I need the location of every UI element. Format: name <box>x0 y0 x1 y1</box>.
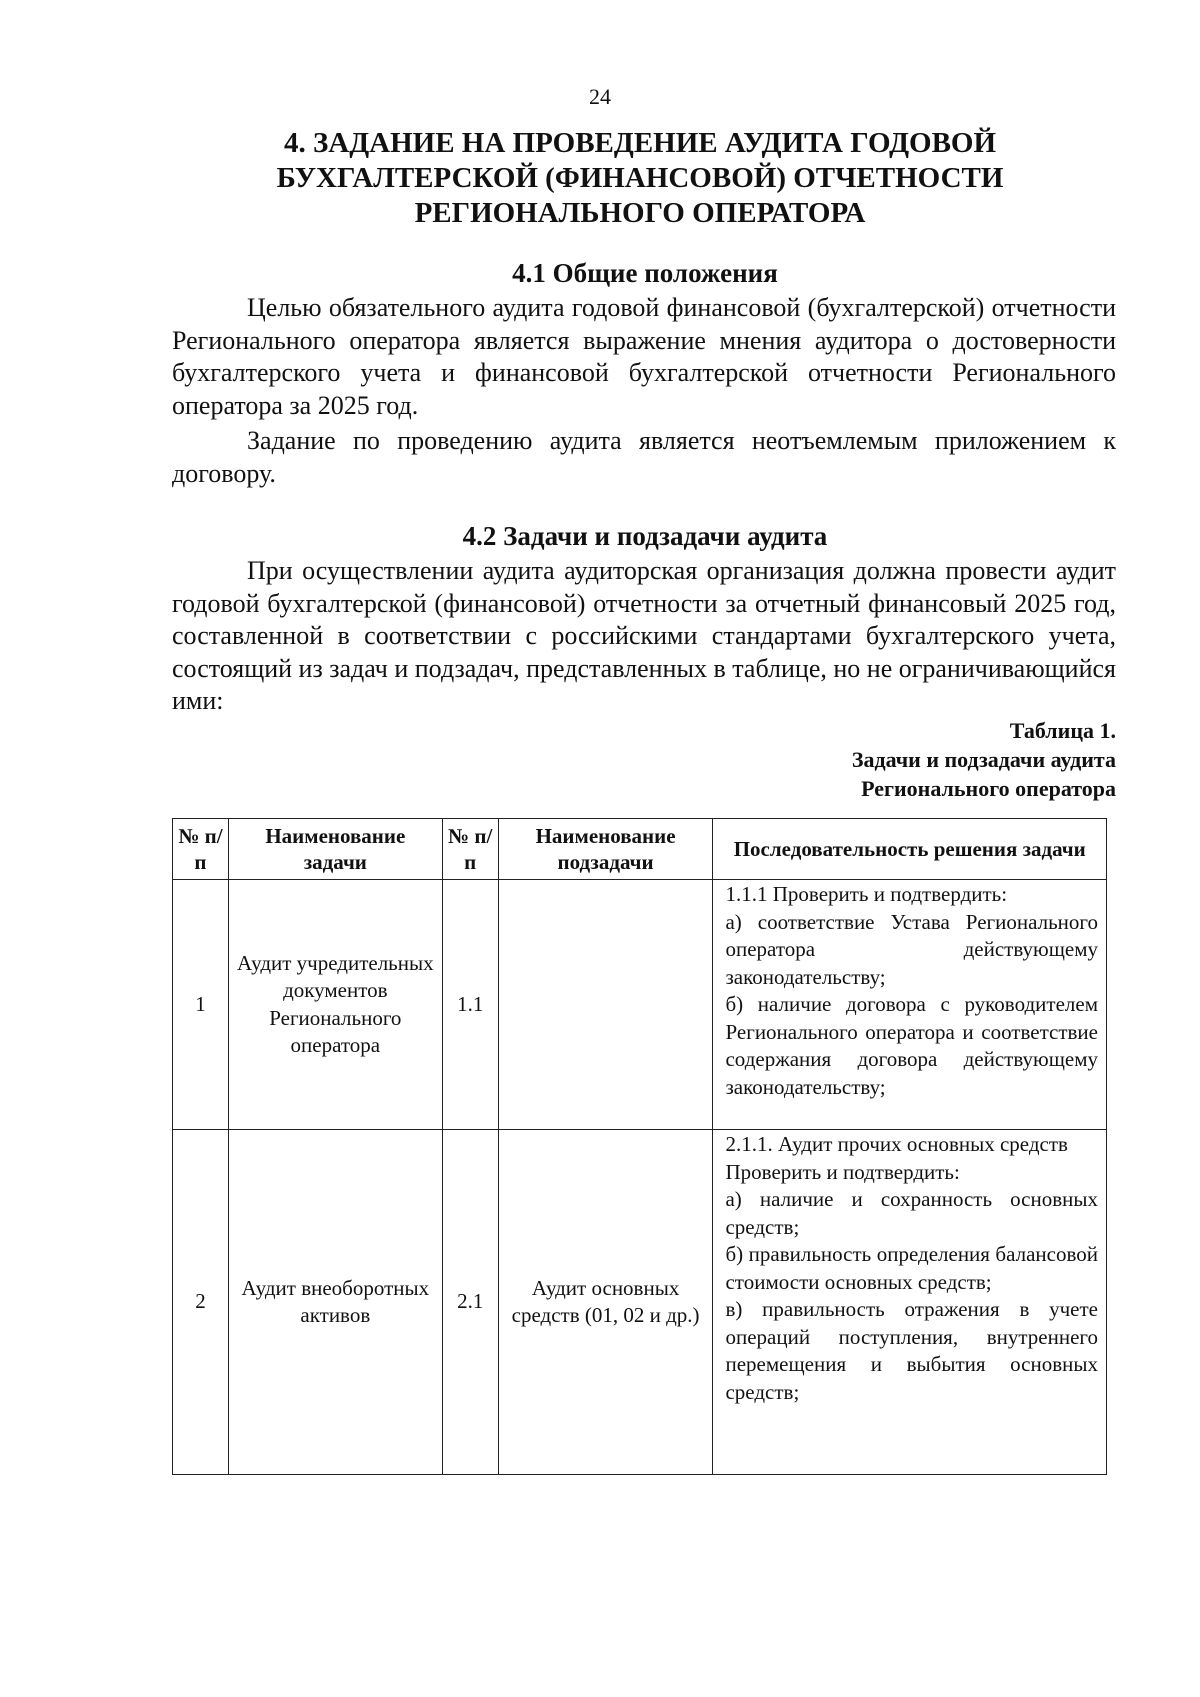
table-row <box>173 880 1107 1130</box>
table-title-line: Регионального оператора <box>861 776 1116 801</box>
section-title-line: БУХГАЛТЕРСКОЙ (ФИНАНСОВОЙ) ОТЧЕТНОСТИ <box>276 162 1004 194</box>
cell-sub-num: 2.1 <box>442 1130 498 1475</box>
cell-task-name: Аудит внеоборотных активов <box>228 1130 442 1475</box>
subsection-heading-general: 4.1 Общие положения <box>512 258 778 288</box>
paragraph-text: Задание по проведению аудита является неотъемлемым приложением к договору. <box>172 426 1116 488</box>
cell-subtask-name <box>498 880 713 1130</box>
subsection-heading-tasks: 4.2 Задачи и подзадачи аудита <box>462 521 828 551</box>
sequence-item: а) наличие и сохранность основных средств; <box>725 1187 1098 1239</box>
section-title <box>200 126 1080 231</box>
paragraph-tasks-intro <box>172 555 1116 718</box>
paragraph-audit-goal <box>172 292 1116 422</box>
cell-sequence <box>713 880 1107 1130</box>
header-sequence: Последовательность решения задачи <box>713 819 1107 880</box>
cell-task-name: Аудит учредительных документов Регионального оператора <box>228 880 442 1130</box>
paragraph-text: При осуществлении аудита аудиторская организация должна провести аудит годовой бухгалтерской (финансовой) отчетности за отчетный финансовый 2025 год, составленной в соответствии с российскими стандартами бухгалтерского учета, состоящий из задач и подзадач, представленных в таблице, но не ограничивающийся ими: <box>172 556 1116 715</box>
table-header-row <box>173 819 1107 880</box>
cell-sub-num: 1.1 <box>442 880 498 1130</box>
sequence-item: в) правильность отражения в учете операций поступления, внутреннего перемещения и выбытия основных средств; <box>725 1297 1098 1404</box>
table-title-line: Задачи и подзадачи аудита <box>851 747 1116 772</box>
cell-sequence <box>713 1130 1107 1475</box>
section-title-line: 4. ЗАДАНИЕ НА ПРОВЕДЕНИЕ АУДИТА ГОДОВОЙ <box>283 127 997 159</box>
tasks-table <box>172 818 1107 1475</box>
sequence-item: б) наличие договора с руководителем Регионального оператора и соответствие содержания договора действующему законодательству; <box>725 992 1098 1099</box>
table-row <box>173 1130 1107 1475</box>
header-num: № п/п <box>173 819 229 880</box>
paragraph-appendix <box>172 425 1116 490</box>
sequence-item: Проверить и подтвердить: <box>725 1159 960 1184</box>
cell-subtask-name: Аудит основных средств (01, 02 и др.) <box>498 1130 713 1475</box>
sequence-item: б) правильность определения балансовой стоимости основных средств; <box>725 1242 1098 1294</box>
cell-num: 1 <box>173 880 229 1130</box>
header-subtask-name: Наименование подзадачи <box>498 819 713 880</box>
table-caption <box>852 716 1116 803</box>
table-number: Таблица 1. <box>1009 718 1116 743</box>
header-sub-num: № п/п <box>442 819 498 880</box>
sequence-item: 1.1.1 Проверить и подтвердить: <box>725 882 1008 906</box>
cell-num: 2 <box>173 1130 229 1475</box>
sequence-item: 2.1.1. Аудит прочих основных средств <box>725 1132 1068 1156</box>
section-title-line: РЕГИОНАЛЬНОГО ОПЕРАТОРА <box>414 197 866 229</box>
header-task-name: Наименование задачи <box>228 819 442 880</box>
sequence-item: а) соответствие Устава Регионального оператора действующему законодательству; <box>725 909 1098 989</box>
paragraph-text: Целью обязательного аудита годовой финансовой (бухгалтерской) отчетности Регионального оператора является выражение мнения аудитора о достоверности бухгалтерского учета и финансовой бухгалтерской отчетности Регионального оператора за 2025 год. <box>172 293 1116 420</box>
page-number: 24 <box>589 84 611 109</box>
